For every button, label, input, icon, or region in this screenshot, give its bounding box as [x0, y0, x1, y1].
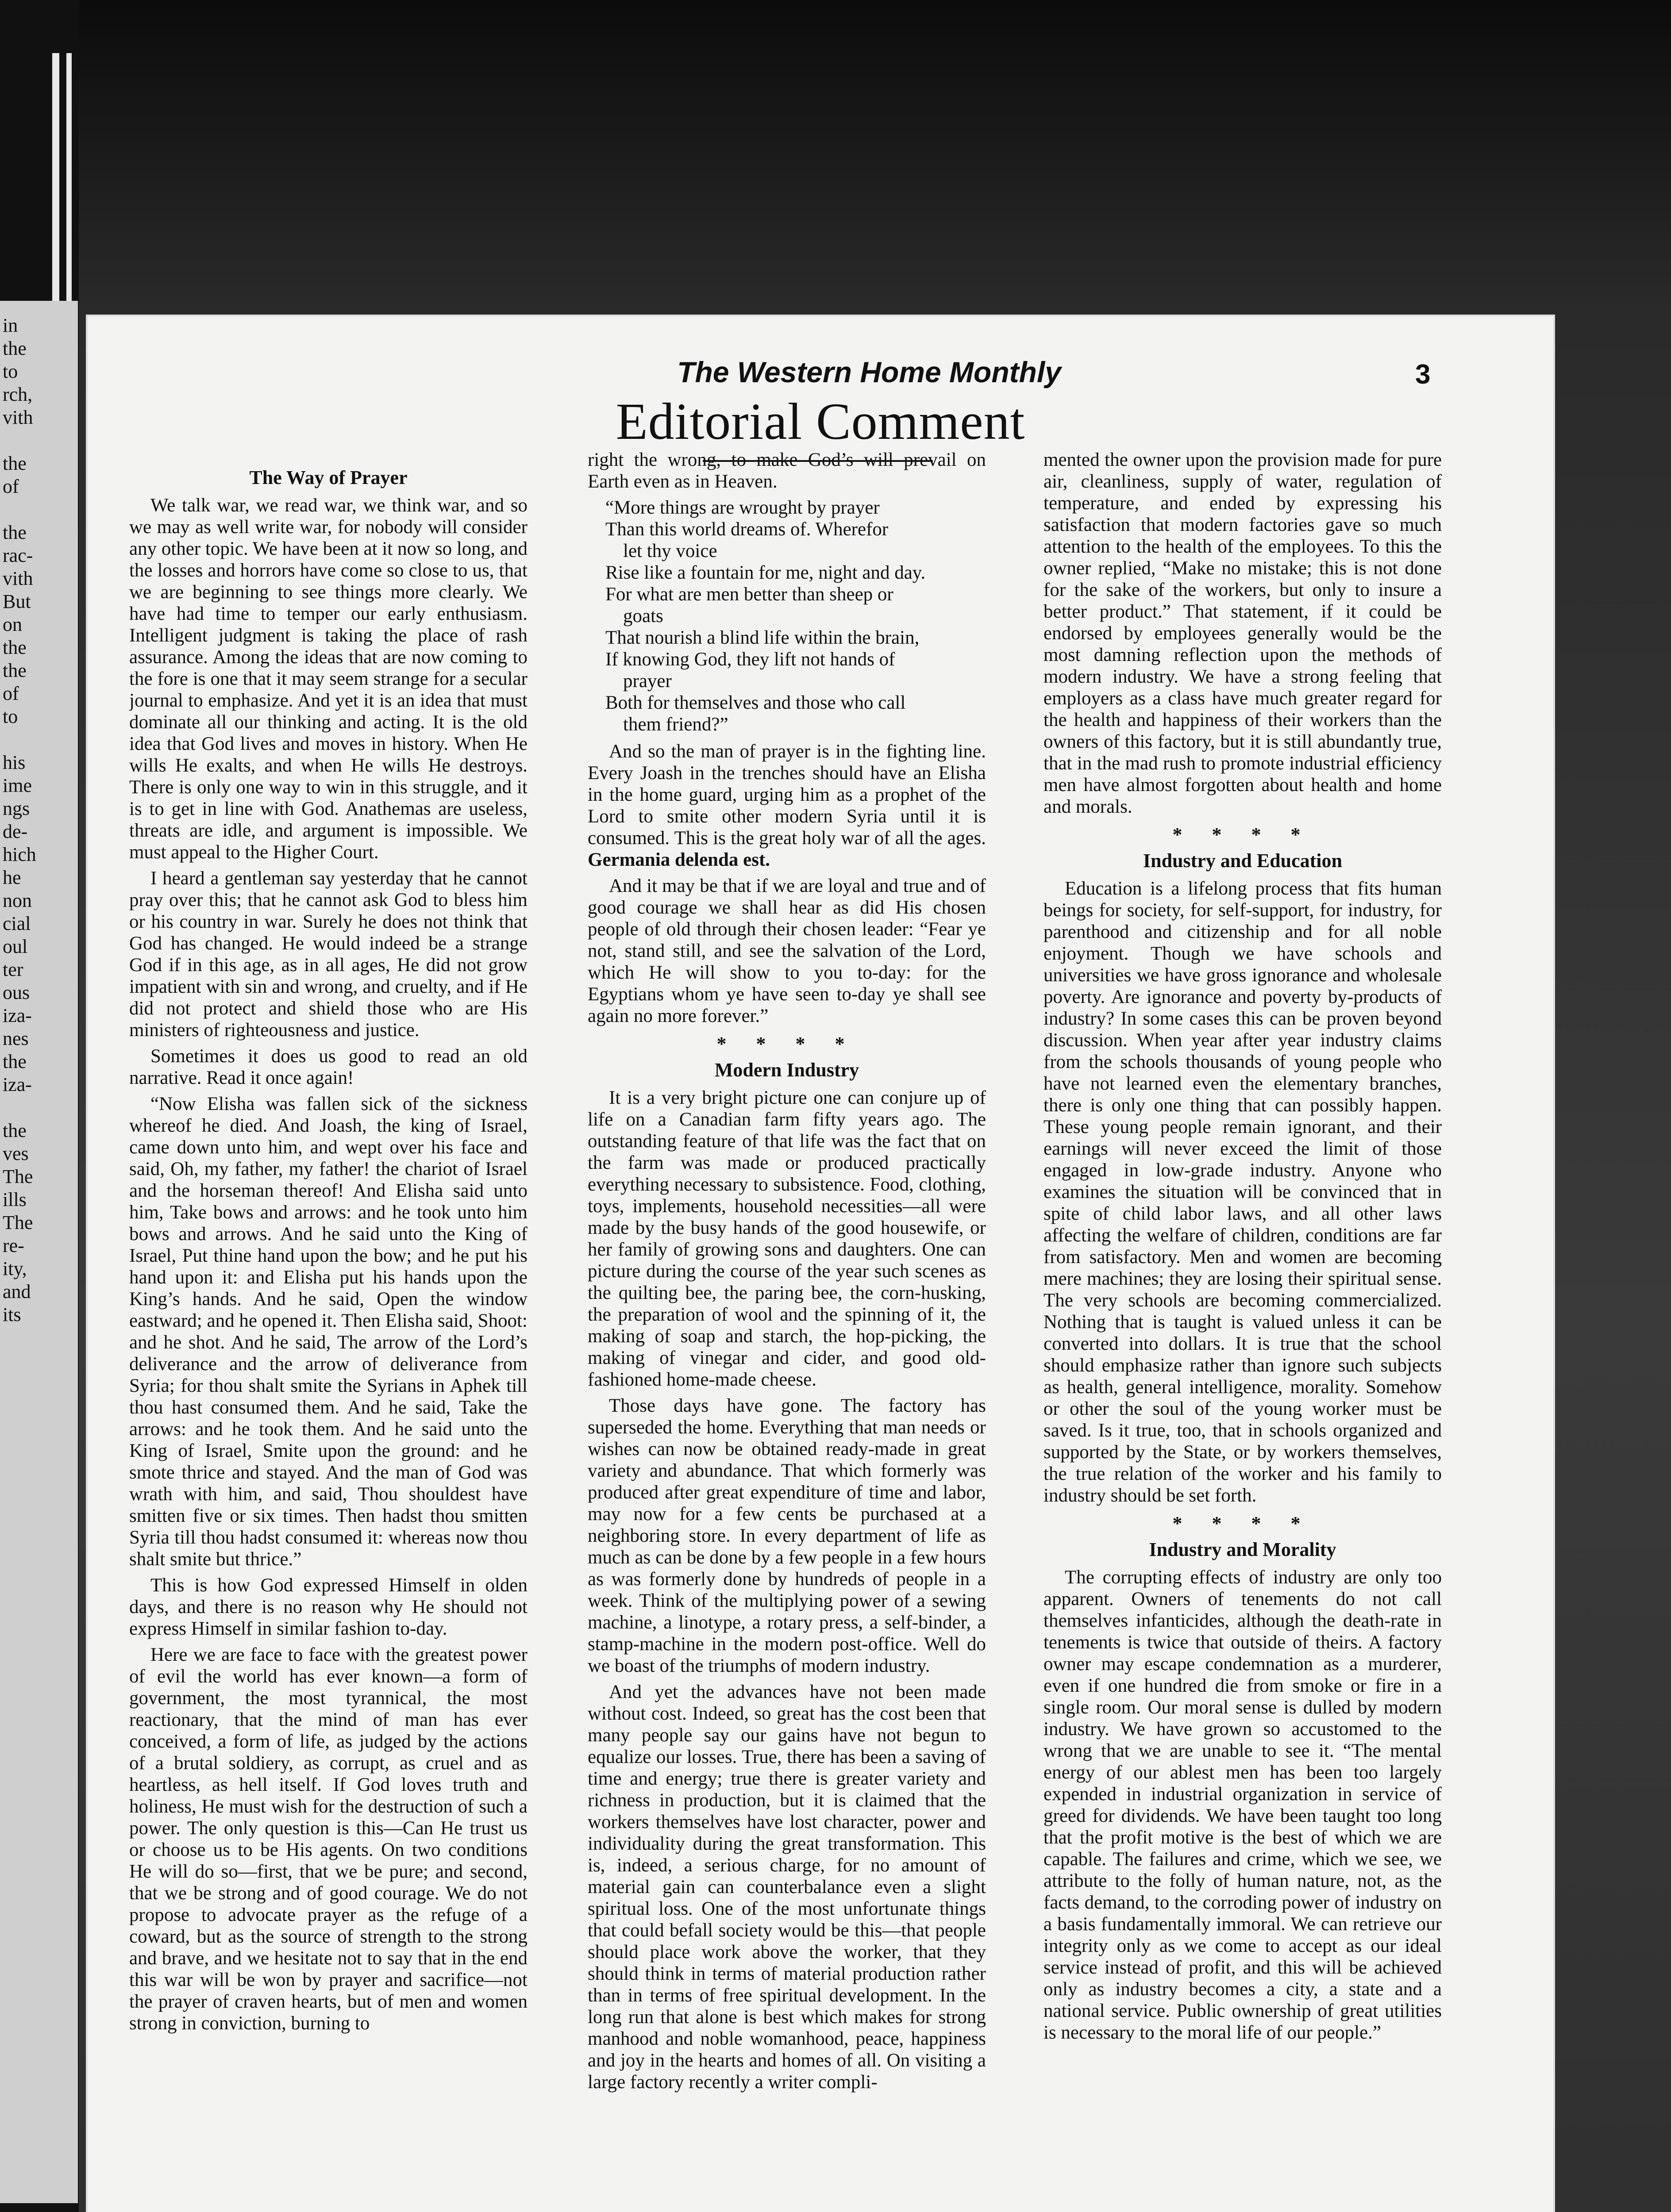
poem-line: Both for themselves and those who call: [605, 692, 906, 713]
paragraph: Education is a lifelong process that fits human beings for society, for self-support, for industry, for parenthood and citizenship and for all noble enjoyment. Though we have schools and universities we have gross ignorance and wholesale poverty. Are ignorance and poverty by-products of industry? In some cases this can be proven beyond discussion. When year after year industry claims from the schools thousands of young people who have not learned even the elementary branches, there is only one thing that can possibly happen. These young people remain ignorant, and their earnings will never exceed the limit of those engaged in low-grade industry. Anyone who examines the situation will be convinced that in spite of child labor laws, and all other laws affecting the welfare of children, conditions are far from satisfactory. Men and women are becoming mere machines; they are losing their spiritual sense. The very schools are becoming commercialized. Nothing that is taught is valued unless it can be converted into dollars. It is true that the school should emphasize rather than ignore such subjects as health, general intelligence, morality. Somehow or other the soul of the young worker must be saved. Is it true, too, that in schools organized and supported by the State, or by workers themselves, the true relation of the worker and his family to industry should be set forth.: [1043, 878, 1442, 1506]
paragraph: This is how God expressed Himself in olden days, and there is no reason why He should not express Himself in similar fashion to-day.: [129, 1575, 527, 1639]
section-heading: Industry and Education: [1143, 850, 1342, 872]
page-title: Editorial Comment: [616, 392, 1025, 450]
edge-text-fragment: ime: [3, 775, 32, 796]
paragraph: And it may be that if we are loyal and true and of good courage we shall hear as did His chosen people of old through their chosen leader: “Fear ye not, stand still, and see the salvation of the Lord, which He will show to you to-day: for the Egyptians whom ye have seen to-day ye shall see again no more forever.”: [588, 876, 986, 1026]
poem-line: prayer: [623, 671, 672, 691]
edge-text-fragment: oul: [3, 936, 28, 957]
poem-line: them friend?”: [623, 714, 728, 735]
paragraph-text: And so the man of prayer is in the fighting line. Every Joash in the trenches should have an Elisha in the home guard, urging him as a prophet of the Lord to smite other modern Syria until it is consumed. This is the great holy war of all the ages.: [588, 741, 986, 849]
edge-text-fragment: The: [3, 1166, 33, 1187]
paragraph: And yet the advances have not been made without cost. Indeed, so great has the cost been that many people say our gains have not begun to equalize our losses. True, there has been a saving of time and energy; true there is greater variety and richness in production, but it is claimed that the workers themselves have lost character, power and individuality during the great transformation. This is, indeed, a serious charge, for no amount of material gain can counterbalance even a slight spiritual loss. One of the most unfortunate things that could befall society would be this—that people should place work above the worker, that they should think in terms of material production rather than in terms of free spiritual development. In the long run that alone is best which makes for strong manhood and noble womanhood, peace, happiness and joy in the hearts and homes of all. On visiting a large factory recently a writer compli-: [588, 1682, 986, 2093]
poem-line: Than this world dreams of. Wherefor: [605, 519, 889, 540]
edge-text-fragment: ous: [3, 982, 30, 1003]
adjacent-page-edge: [0, 301, 78, 2203]
paragraph: Those days have gone. The factory has superseded the home. Everything that man needs or wishes can now be obtained ready-made in great variety and abundance. That which formerly was produced after great expenditure of time and labor, may now for a few cents be purchased at a neighboring store. In every department of life as much as can be done by a few people in a few hours as was formerly done by hundreds of people in a week. Think of the multiplying power of a sewing machine, a linotype, a rotary press, a self-binder, a stamp-machine in the modern post-office. Well do we boast of the triumphs of modern industry.: [588, 1395, 986, 1676]
paragraph: Here we are face to face with the greatest power of evil the world has ever known—a form of government, the most tyrannical, the most reactionary, that the mind of man has ever conceived, a form of life, as judged by the actions of a brutal soldiery, as corrupt, as cruel and as heartless, as hell itself. If God loves truth and holiness, He must wish for the destruction of such a power. The only question is this—Can He trust us or choose us to be His agents. On two conditions He will do so—first, that we be pure; and second, that we be strong and of good courage. We do not propose to advocate prayer as the refuge of a coward, but as the source of strength to the strong and brave, and we hesitate not to say that in the end this war will be won by prayer and sacrifice—not the prayer of craven hearts, but of men and women strong in conviction, burning to: [129, 1644, 527, 2034]
edge-text-fragment: cial: [3, 913, 31, 934]
edge-text-fragment: non: [3, 890, 32, 911]
edge-text-fragment: the: [3, 1120, 27, 1141]
edge-text-fragment: hich: [3, 844, 36, 865]
paragraph: It is a very bright picture one can conjure up of life on a Canadian farm fifty years ago. The outstanding feature of that life was the fact that on the farm was made or produced practically everything necessary to subsistence. Food, clothing, toys, implements, household necessities—all were made by the busy hands of the good housewife, or her family of growing sons and daughters. One can picture during the course of the year such scenes as the quilting bee, the paring bee, the corn-husking, the preparation of wool and the spinning of it, the making of soap and starch, the hop-picking, the making of vinegar and cider, and good old-fashioned home-made cheese.: [588, 1087, 986, 1390]
edge-text-fragment: to: [3, 361, 18, 382]
edge-text-fragment: rac-: [3, 545, 33, 566]
poem-line: “More things are wrought by prayer: [605, 497, 880, 518]
section-heading: Industry and Morality: [1149, 1539, 1336, 1560]
edge-text-fragment: its: [3, 1304, 21, 1325]
edge-text-fragment: rch,: [3, 384, 33, 405]
paragraph: [588, 741, 986, 871]
edge-text-fragment: iza-: [3, 1005, 32, 1026]
edge-text-fragment: of: [3, 476, 19, 497]
edge-text-fragment: in: [3, 315, 18, 336]
edge-text-fragment: But: [3, 591, 31, 612]
edge-text-fragment: to: [3, 706, 18, 727]
edge-text-fragment: and: [3, 1281, 31, 1302]
edge-text-fragment: the: [3, 1051, 27, 1072]
paragraph: We talk war, we read war, we think war, and so we may as well write war, for nobody will consider any other topic. We have been at it now so long, and the losses and horrors have come so close to us, that we are beginning to see things more clearly. We have had time to temper our early enthusiasm. Intelligent judgment is taking the place of rash assurance. Among the ideas that are now coming to the fore is one that it may seem strange for a secular journal to emphasize. And yet it is an idea that must dominate all our thinking and acting. It is the old idea that God lives and moves in history. When He wills He exalts, and when He wills He destroys. There is only one way to win in this struggle, and it is to get in line with God. Anathemas are useless, threats are idle, and argument is impossible. We must appeal to the Higher Court.: [129, 495, 527, 863]
poem: [605, 497, 986, 735]
section-heading: Modern Industry: [714, 1059, 859, 1081]
paragraph: The corrupting effects of industry are only too apparent. Owners of tenements do not call themselves infanticides, although the death-rate in tenements is twice that outside of theirs. A factory owner may escape condemnation as a murderer, even if one hundred die from smoke or fire in a single room. Our moral sense is dulled by modern industry. We have grown so accustomed to the wrong that we are unable to see it. “The mental energy of our ablest men has been too largely expended in industrial organization in service of greed for dividends. We have been taught too long that the profit motive is the best of which we are capable. The failures and crime, which we see, we attribute to the folly of human nature, not, as the facts demand, to the corroding power of industry on a basis fundamentally immoral. We can retrieve our integrity only as we come to accept as our ideal service instead of profit, and this will be achieved only as industry becomes a city, a state and a national service. Public ownership of great utilities is necessary to the moral life of our people.”: [1043, 1567, 1442, 2043]
bold-phrase: Germania delenda est.: [588, 849, 770, 870]
edge-text-fragment: the: [3, 637, 27, 658]
poem-line: Rise like a fountain for me, night and day.: [605, 562, 926, 583]
edge-text-fragment: ity,: [3, 1258, 27, 1279]
section-heading: The Way of Prayer: [249, 467, 408, 488]
edge-text-fragment: the: [3, 522, 27, 543]
edge-text-fragment: the: [3, 338, 27, 359]
edge-text-fragment: ills: [3, 1189, 27, 1210]
paragraph: I heard a gentleman say yesterday that he cannot pray over this; that he cannot ask God to bless him or his country in war. Surely he does not think that God has changed. He would indeed be a strange God if in this age, as in all ages, He did not grow impatient with sin and wrong, and cruelty, and if He did not protect and shield those who are His ministers of righteousness and justice.: [129, 868, 527, 1041]
paragraph: Sometimes it does us good to read an old narrative. Read it once again!: [129, 1046, 527, 1088]
edge-text-fragment: the: [3, 660, 27, 681]
running-head: The Western Home Monthly: [677, 356, 1061, 388]
edge-text-fragment: The: [3, 1212, 33, 1233]
edge-text-fragment: de-: [3, 821, 28, 842]
paragraph: right the wrong, to make God’s will prevail on Earth even as in Heaven.: [588, 449, 986, 492]
column-left: [129, 462, 527, 2212]
column-middle: [588, 449, 986, 2212]
edge-text-fragment: ves: [3, 1143, 29, 1164]
poem-line: goats: [623, 606, 663, 626]
edge-text-fragment: ngs: [3, 798, 30, 819]
edge-text-fragment: vith: [3, 568, 33, 589]
edge-text-fragment: on: [3, 614, 22, 635]
edge-text-fragment: iza-: [3, 1074, 32, 1095]
page-number: 3: [1415, 359, 1431, 390]
edge-text-fragment: ter: [3, 959, 23, 980]
column-right: [1043, 449, 1442, 2212]
poem-line: That nourish a blind life within the brain,: [605, 627, 920, 648]
edge-text-fragment: re-: [3, 1235, 24, 1256]
section-divider: * * * *: [716, 1033, 857, 1055]
edge-text-fragment: the: [3, 453, 27, 474]
poem-line: let thy voice: [623, 541, 717, 561]
edge-text-fragment: vith: [3, 407, 33, 428]
edge-text-fragment: nes: [3, 1028, 29, 1049]
edge-text-fragment: he: [3, 867, 21, 888]
poem-line: If knowing God, they lift not hands of: [605, 649, 895, 670]
edge-text-fragment: his: [3, 752, 26, 773]
scripture-quote: “Now Elisha was fallen sick of the sickness whereof he died. And Joash, the king of Israel, came down unto him, and wept over his face and said, Oh, my father, my father! the chariot of Israel and the horseman thereof! And Elisha said unto him, Take bows and arrows: and he took unto him bows and arrows. And he said unto the King of Israel, Put thine hand upon the bow; and he put his hand upon it: and Elisha put his hands upon the King’s hands. And he said, Open the window eastward; and he opened it. Then Elisha said, Shoot: and he shot. And he said, The arrow of the Lord’s deliverance and the arrow of deliverance from Syria; for thou shalt smite the Syrians in Aphek till thou hast consumed them. And he said, Take the arrows: and he took them. And he said unto the King of Israel, Smite upon the ground: and he smote thrice and stayed. And the man of God was wrath with him, and said, Thou shouldest have smitten five or six times. Then hadst thou smitten Syria till thou hadst consumed it: whereas now thou shalt smite but thrice.”: [129, 1094, 527, 1570]
magazine-page: [88, 316, 1553, 2212]
section-divider: * * * *: [1172, 824, 1313, 845]
paragraph: mented the owner upon the provision made for pure air, cleanliness, supply of water, regulation of temperature, and ended by expressing his satisfaction that modern factories gave so much attention to the health of the employees. To this the owner replied, “Make no mistake; this is not done for the sake of the workers, but only to insure a better product.” That statement, if it could be endorsed by employees generally would be the most damning reflection upon the methods of modern industry. We have a strong feeling that employers as a class have much greater regard for the health and happiness of their workers than the owners of this factory, but it is still abundantly true, that in the mad rush to promote industrial efficiency men have almost forgotten about health and home and morals.: [1043, 449, 1442, 817]
section-divider: * * * *: [1172, 1513, 1313, 1534]
edge-text-fragment: of: [3, 683, 19, 704]
poem-line: For what are men better than sheep or: [605, 584, 893, 605]
